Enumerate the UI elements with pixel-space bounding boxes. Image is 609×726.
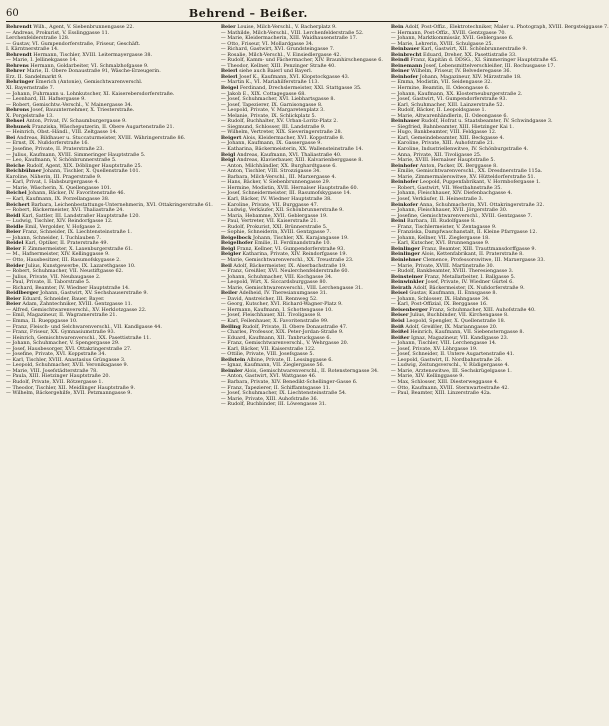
entry-text: Johann, Bäcker, IV. Favoritenstraße 46. <box>28 190 126 197</box>
entry-surname: Behunek <box>6 123 31 130</box>
entry-surname: Beigelbock <box>220 234 252 241</box>
entry-text: — Gustav, VI. Gumpendorferstraße, Friseur, Geschäft. <box>6 40 141 47</box>
entry-text: Josef, Private, IV. Wiedner Gürtel 6. <box>425 279 514 286</box>
entry-surname: Beinhofer <box>390 179 419 186</box>
entry-text: Adam, Zahntechniker, XVIII. Gentzgasse 11. <box>22 301 133 308</box>
entry-text: — Johann, Fleischhauer, XVII. Jörgerstraße 30. <box>390 207 508 214</box>
entry-text: — Rosalie, Milch-Verschl., V. Einsiedlergasse 42. <box>220 51 342 58</box>
entry-text: Julius, Buchbinder, VII. Kirchengasse 8. <box>410 312 509 319</box>
entry-text: — Karoline, Private, VII. Burggasse 47. <box>220 201 319 208</box>
entry-text: — Leopold, Wirt, X. Siccardsburggasse 80. <box>220 279 328 286</box>
entry-text: Andreas, Klavierbauer, XIII. Kalvarienberggasse 8. <box>236 157 363 164</box>
entry-text: — Maria, Hebamme, XVII. Geblergasse 19. <box>220 212 328 219</box>
entry-text: Andreas, Bildhauer u. Stuccaturmeister, XVIII. Währingerstraße 86. <box>16 134 186 141</box>
page-number: 60 <box>6 7 19 19</box>
entry-surname: Beinlinger <box>390 251 420 258</box>
entry-text: — Rudolf, Kamm- und Fächermacher, XIV. Braunhirschengasse 6. <box>220 57 383 64</box>
entry-text: Franz, Kapitän d. DDSG., XI. Simmeringer Hauptstraße 45. <box>410 57 558 64</box>
entry-surname: Beinl <box>390 218 406 225</box>
entry-text: — Ottilie, Private, VIII. Josefsgasse 5. <box>220 351 315 358</box>
entry-text: — Otto, Kaufmann, XVIII. Sternwartestraße 42. <box>390 384 509 391</box>
entry-text: — Karl, Bäcker, VII. Kaiserstraße 122. <box>220 345 316 352</box>
entry-surname: Beiling <box>220 323 241 330</box>
entry-text: Karl, Sattler, III. Landstraßer Hauptstraße 120. <box>21 212 140 219</box>
entry-text: Franz, Metallarbeiter, I. Ballgasse 5. <box>424 273 516 280</box>
entry-text: — Andreas, Prokurist, V. Esslinggasse 11. <box>6 29 110 36</box>
entry-text: — Johann, Schlosser, IX. Hahngasse 34. <box>390 295 490 302</box>
entry-text: Adolf, Bäckermeister, IX. Nußdorferstraße 9. <box>413 284 525 291</box>
entry-text: Louise, Milch-Verschl., V. Bacherplatz 9. <box>237 24 337 30</box>
entry-text: Johann, Gastwirt, XV. Sechshauserstraße 9. <box>40 290 148 297</box>
entry-text: — Johann, Tischler, VIII. Lerchengasse 14. <box>390 340 497 347</box>
entry-text: — Franziska, Dampfwaschanstalt, II. Kleine Pfarrgasse 12. <box>390 229 538 236</box>
entry-text: — Rudolf, Buchbinder, III. Löwengasse 31. <box>220 401 327 408</box>
entry-text: — Martin K., VI. Mariahilferstraße 113. <box>220 79 320 86</box>
entry-text: — Charles, Professor, XIX. Peter-Jordan-Straße 9. <box>220 329 344 336</box>
entry-text: — Franz, Greißler, XVI. Neulerchenfelderstraße 60. <box>220 268 350 275</box>
entry-text: Heinrich, Kaufmann, VII. Siebensterngasse 8. <box>410 329 525 336</box>
page-header <box>6 5 498 21</box>
entry-text: — M., Hafnermeister, XIV. Kellinggasse 9. <box>6 251 110 258</box>
entry-text: — Josefine, Private, II. Praterstraße 23. <box>6 146 104 153</box>
entry-text: Anton, Packer, IX. Berggasse 8. <box>419 162 498 169</box>
entry-text: — Julius, Kaufmann, XVIII. Simmeringer Hauptstraße 5. <box>6 151 146 158</box>
entry-surname: Behrer <box>6 68 26 75</box>
entry-text: — Marie, Private, XIII. Auhofstraße 36. <box>220 395 319 402</box>
entry-text: Wilhelm, Friseur, IV. Belvederegasse 36. <box>410 68 512 75</box>
entry-text: — Wilhelm, Vertreter, XIX. Sieveringerstraße 28. <box>220 129 343 136</box>
entry-text: — Franz, Tischlermeister, V. Zentagasse 9. <box>390 223 497 230</box>
entry-surname: Beier <box>6 245 21 252</box>
entry-text: Adolf, Post-Offiz., Elektrotechniker, Maler u. Photograph, XVIII. Bergsteiggasse 7. <box>405 24 609 30</box>
entry-text: Karl, Gastwirt, XII. Schönbrunnerstraße 9. <box>420 46 528 53</box>
entry-surname: Beier <box>6 295 21 302</box>
entry-text: — Hermann, Post-Offiz., XVIII. Gentzgasse 70. <box>390 29 506 36</box>
entry-text: — Karl, Post-Offizial, IX. Berggasse 16. <box>390 301 488 308</box>
entry-text: Leopold, Spengler, X. Quellenstraße 18. <box>406 317 506 324</box>
entry-text: Rudolf, Agent, XIX. Döblinger Hauptstraße 25. <box>26 162 143 169</box>
entry-text: Josef K., Kaufmann, XVI. Klopstockgasse 43. <box>239 73 350 80</box>
entry-text: Franz, Kellner, VI. Gumpendorferstraße 93. <box>236 245 345 252</box>
entry-text: — Robert, Schuhmacher, VII. Neustiftgasse 62. <box>6 268 124 275</box>
entry-text: — Hermine, Beamtin, II. Odeongasse 6. <box>390 85 490 92</box>
entry-text: Alois, Gemischtwarenverschl., II. Rotensterngasse 34. <box>244 367 379 374</box>
entry-surname: Beisel <box>390 290 408 297</box>
entry-text: Adelheid, IV. Theresianumgasse 31. <box>239 290 328 297</box>
entry-text: — Emil, Magazineur, II. Wagramerstraße 21. <box>6 312 118 319</box>
entry-text: — Heinrich, Obst.-Händl., VIII. Zeltgasse 14. <box>6 129 118 136</box>
entry-text: — Josefine, Gemischtwarenverschl., XVIII. Gentzgasse 7. <box>390 212 533 219</box>
entry-text: — Anton, Milchhändler, XX. Burghardtgasse 6. <box>220 162 337 169</box>
entry-text: — Karl, Privat, I. Habsburgergasse 4. <box>6 179 99 186</box>
entry-text: Julius, Kunstgewerbe, IX. Lazarethgasse 10. <box>25 262 136 269</box>
entry-text: — Richard, Beamter, IV. Wiedner Hauptstraße 14. <box>6 284 130 291</box>
entry-text: — Marie, I. Jellinekgasse 14. <box>6 57 78 64</box>
entry-text: Anton, Privat, IV. Schaumburgergasse 9. <box>26 118 127 125</box>
entry-text: — Ignaz, Kaufmann, VII. Zieglergasse 56. <box>220 362 325 369</box>
entry-text: — Josef, Schuhmacher, IX. Liechtensteinstraße 54. <box>220 390 347 397</box>
entry-text: — Alfred, Gemischtwarenverschl., XV. Herklotzgasse 22. <box>6 306 147 313</box>
entry-text: — Johann, Schuhmacher, VIII. Kochgasse 34. <box>220 273 333 280</box>
entry-text: — Rudolf, Prokurist, XXI. Brünnerstraße 5. <box>220 223 328 230</box>
entry-text: — Josef, Schneidermeister, III. Rasumofskygasse 14. <box>220 190 352 197</box>
entry-surname: Behrendt <box>6 24 32 30</box>
entry-text: — Josef, Private, XV. Löhrgasse 19. <box>390 345 478 352</box>
entry-text: — Karoline, Private, XIII. Auhofstraße 21. <box>390 140 495 147</box>
entry-text: — Johann, Fleischhauer, XIV. Diefenbachgasse 4. <box>390 190 513 197</box>
entry-text: — Paul, Beamter, XIII. Linzerstraße 42a. <box>390 390 492 397</box>
entry-surname: Behrons <box>6 107 29 114</box>
entry-text: Ferdinand, Drechslermeister, XXI. Stattgasse 35. <box>239 85 362 92</box>
directory-entry <box>221 402 383 408</box>
entry-text: Albine, Private, II. Lessinggasse 6. <box>246 356 333 363</box>
entry-surname: Beirath <box>390 284 412 291</box>
entry-text: Karl, Optiker, II. Praterstraße 49. <box>25 240 109 247</box>
entry-text: Emerich (Antonie), Gemischtwarenverschl. <box>35 79 143 86</box>
entry-surname: Beinhofer <box>390 73 419 80</box>
entry-text: — Josef, Gastwirt, VI. Gumpendorferstraße 93. <box>390 96 508 103</box>
entry-text: — Marie, Lehrerin, XVIII. Schulgasse 25. <box>390 40 494 47</box>
entry-text: — Ludwig, Verkäufer, XII. Schönbrunnerstraße 9. <box>220 207 344 214</box>
entry-text: — Johann, Schuhmacher, V. Spengergasse 29. <box>6 340 120 347</box>
directory-entry <box>391 391 609 397</box>
entry-text: — Johann, Kellner, VII. Zieglergasse 18. <box>390 234 490 241</box>
entry-text: — Josef, Fleischhauer, XII. Tivoligasse 8. <box>220 312 322 319</box>
entry-text: Eduard, Dreher, XX. Pasettistraße 33. <box>423 51 517 58</box>
entry-surname: Beindl <box>390 57 409 64</box>
entry-text: Karoline, Näherin, III. Pragerstraße 9. <box>6 173 102 180</box>
entry-text: — Karl, Schuhmacher, XIII. Lainzerstraße 52. <box>390 101 505 108</box>
entry-text: Clemence, Professorswitwe, III. Marxergasse 33. <box>422 256 545 263</box>
entry-text: — Richard, Gastwirt, XVI. Grundsteingasse 7. <box>220 46 335 53</box>
entry-text: — Johann, Kaufmann, XX. Klosterneuburgerstraße 2. <box>390 90 523 97</box>
entry-text: Franz, Beamter, XIII. Trauttmansdorffgasse 9. <box>421 245 537 252</box>
directory-column-3 <box>391 25 609 720</box>
entry-text: Wilh., Agent, V. Siebenbrunnengasse 22. <box>33 24 134 30</box>
entry-text: — Josefine, Private, XVI. Koppstraße 34. <box>6 351 107 358</box>
entry-text: Alois, Kleidermacher, XVI. Koppstraße 8. <box>242 134 345 141</box>
entry-surname: Beiner <box>390 68 410 75</box>
entry-text: Josef, Lebensmittelverschleißer, III. Rochusgasse 17. <box>423 62 556 69</box>
entry-text: Leopold, Puppenfabrikant, V. Hormbofergasse 1. <box>419 179 541 186</box>
entry-text: Andreas, Kaufmann, XVI. Thaliastraße 40. <box>236 151 342 158</box>
entry-text: — Marie, Wäscherin, X. Quellengasse 101. <box>6 184 112 191</box>
entry-surname: Beichbühner <box>6 168 42 175</box>
entry-text: — Johann, Marktkommissär, XVII. Geblergasse 6. <box>390 35 514 42</box>
entry-surname: Beilstein <box>220 356 246 363</box>
entry-surname: Beinhofer <box>390 162 419 169</box>
entry-text: — Johann, Fuhrmann u. Lohnkutscher, XI. Kaiserebersdorferstraße. <box>6 90 175 97</box>
entry-text: — Jakob E., XIX. Cottagegasse 68. <box>220 90 306 97</box>
entry-surname: Beier <box>6 301 21 308</box>
entry-surname: Beimler <box>220 367 243 374</box>
entry-surname: Beinsteiner <box>390 273 423 280</box>
entry-surname: Beigl <box>220 151 236 158</box>
entry-text: I. Kärntnerstraße 14. <box>6 46 59 53</box>
entry-surname: Beinbauer <box>390 46 420 53</box>
entry-surname: Bei <box>6 134 16 141</box>
entry-text: — Katharina, Bäckermeisterin, XX. Wallensteinstraße 14. <box>220 146 364 153</box>
entry-text: — Robert, Gemischtw.-Verschl., V. Mainergasse 34. <box>6 101 133 108</box>
running-title: Behrend – Beißer. <box>188 6 308 20</box>
entry-surname: Beigl <box>220 157 236 164</box>
entry-text: — Marie, XVIII. Hernalser Hauptstraße 5. <box>390 157 496 164</box>
entry-surname: Beidel <box>6 240 24 247</box>
entry-text: — Leo, Kaufmann, V. Schönbrunnerstraße 5. <box>6 157 117 164</box>
entry-surname: Beiser <box>390 312 409 319</box>
entry-text: Marie, II. Obere Donaustraße 91, Wäsche-Erzeugerin. <box>26 68 161 75</box>
entry-text: Barbara, III. Rudolfgasse 8. <box>407 218 476 225</box>
entry-text: — Rudolf, Private, XVII. Rötzergasse 1. <box>6 379 104 385</box>
entry-surname: Behsel <box>6 118 25 125</box>
entry-text: XI. Bayernstraße 7. <box>6 85 55 92</box>
entry-surname: Beisl <box>390 317 405 324</box>
entry-text: — Anton, Gastwirt, XVI. Wattgasse 46. <box>220 373 317 380</box>
entry-surname: Beierl <box>220 73 238 80</box>
entry-text: — Karoline, Industriellenwitwe, IV. Schönburgstraße 4. <box>390 146 529 153</box>
entry-text: — Anton, Tischler, VIII. Strozzigasse 34. <box>220 168 321 175</box>
entry-text: — Franz, Friseur, XX. Gymnasiumstraße 93. <box>6 329 116 336</box>
entry-surname: Beigler <box>220 251 241 258</box>
entry-surname: Beider <box>6 262 25 269</box>
entry-surname: Beil <box>220 262 232 269</box>
entry-text: — Paul, Private, II. Taborstraße 5. <box>6 279 91 286</box>
entry-surname: Beinhauer <box>390 118 420 125</box>
entry-text: — Mathilde, Milch-Verschl., VIII. Lerchenfelderstraße 52. <box>220 29 364 36</box>
entry-text: — Leonhard, III. Hafnergasse 9. <box>6 96 86 103</box>
entry-text: — Leopold, Gastwirt, II. Nordbahnstraße 26. <box>390 356 503 363</box>
entry-text: — Paula, XIII. Hietzinger Hauptstraße 20. <box>6 373 111 380</box>
entry-surname: Beiche <box>6 162 25 169</box>
entry-text: — Josef, Hausbesorger, XVI. Ottakringerstraße 27. <box>6 345 132 352</box>
entry-surname: Beiß <box>390 323 404 330</box>
entry-surname: Beier <box>220 24 236 30</box>
entry-text: — Karl, Tischler, XVIII. Anastasius Grüngasse 3. <box>6 356 126 363</box>
entry-text: Adolf, Greißler, IX. Marianngasse 20. <box>405 323 498 330</box>
entry-text: Emilie, II. Ferdinandstraße 10. <box>254 240 332 247</box>
entry-surname: Beigl <box>220 245 236 252</box>
entry-text: Johann, Tischler, XX. Karajangasse 19. <box>252 234 349 241</box>
entry-surname: Beidle <box>6 223 24 230</box>
entry-text: — Barbara, Milch-Verschl., III. Marxergasse 4. <box>220 173 337 180</box>
entry-text: Eduard, Schneider, Bauer, Bayer. <box>22 295 105 302</box>
entry-text: — Franz, Fleisch- und Selchwarenverschl., VII. Kandlgasse 44. <box>6 323 162 330</box>
entry-text: Rudolf, Private, II. Obere Donaustraße 47. <box>242 323 348 330</box>
entry-text: — Wilhelm, Bäckergehilfe, XVII. Petzmanngasse 9. <box>6 390 132 397</box>
entry-surname: Beierl <box>220 68 238 75</box>
entry-text: — Marie, Zimmermalerswitwe, XV. Hütteldorferstraße 51. <box>390 173 536 180</box>
entry-text: — Siegmund, Schlosser, III. Landstraße 9. <box>220 123 326 130</box>
entry-text: — Hermine, Modistin, XVII. Hernalser Hauptstraße 60. <box>220 184 359 191</box>
entry-text: Rudolf, Hofrat u. Staatsbeamter, IV. Schwindgasse 3. <box>421 118 553 125</box>
entry-text: — David, Anstreicher, III. Rennweg 52. <box>220 295 318 302</box>
entry-text: Johann, Tischler, X. Quellenstraße 101. <box>42 168 141 175</box>
entry-text: F. Zimmermeister, X. Laxenburgerstraße 61. <box>22 245 133 252</box>
entry-text: — Karl, Feilenhauer, X. Favoritenstraße 99. <box>220 317 329 324</box>
entry-text: — Marie, Arztenswitwe, III. Sechskrügelgasse 1. <box>390 367 512 374</box>
entry-text: Emil, Vergolder, V. Hofgasse 2. <box>25 223 102 230</box>
entry-text: Hermann, Goldarbeiter, VI. Schmalzhofgasse 9. <box>30 62 149 69</box>
entry-text: Katharina, Private, XIV. Reindorfgasse 19. <box>242 251 348 258</box>
entry-text: — Max, Schlosser, XIII. Diesterweggasse 4. <box>390 379 499 385</box>
entry-text: — Siegfried, Bahnbeamter, XIII. Hietzinger Kai 1. <box>390 123 514 130</box>
entry-text: — Johann, Schneider, I. Tuchlauben 7. <box>6 234 101 241</box>
entry-surname: Beinlehner <box>390 256 422 263</box>
entry-text: — Rudolf, Buchhalter, XV. Urban-Loritz-Platz 2. <box>220 118 338 125</box>
directory-column-2 <box>221 25 383 720</box>
entry-text: — Hermann, Kaufmann, I. Schottengasse 10. <box>220 306 333 313</box>
entry-surname: Beichel <box>6 190 27 197</box>
entry-text: Adolf, Bäckermeister, IX. Alserbachstraße 19. <box>233 262 347 269</box>
entry-text: Lerchenfelderstraße 128. <box>6 35 70 42</box>
entry-text: Josef, Bauunternehmer, X. Triesterstraße. <box>30 107 135 114</box>
entry-surname: Beisenberger <box>390 306 428 313</box>
entry-surname: Beigert <box>220 134 242 141</box>
entry-text: Gustav, Kaufmann, II. Ennsgasse 8. <box>409 290 498 297</box>
entry-surname: Beiler <box>220 290 238 297</box>
entry-text: — Julius, Private, VII. Neubaugasse 2. <box>6 273 101 280</box>
entry-text: — Barbara, Private, XIV. Benedikt-Schellinger-Gasse 6. <box>220 379 358 385</box>
entry-surname: Beigel <box>220 85 239 92</box>
entry-surname: Behrens <box>6 62 29 69</box>
entry-text: Franziska, Wäscheputzerin, II. Obere Augartenstraße 21. <box>31 123 175 130</box>
entry-text: — Ernst, IX. Nußdorferstraße 16. <box>6 140 89 147</box>
entry-text: Hermann, Tischler, XVIII. Leitermayergasse 38. <box>33 51 153 58</box>
entry-text: — Emma, Modistin, VII. Seidengasse 32. <box>390 79 492 86</box>
entry-text: Erz. II. Sandelmarkt 9. <box>6 73 63 80</box>
entry-text: — Ludwig, Tischler, XIV. Reindorfgasse 12. <box>6 218 113 225</box>
entry-text: — Robert, Bäckermeister, XVI. Thaliastraße 24. <box>6 207 124 214</box>
entry-text: — Eduard, Kaufmann, XII. Tanbruckgasse 6. <box>220 334 332 341</box>
entry-text: — Theodor, Tischler, XII. Meidlinger Hauptstraße 9. <box>6 384 136 391</box>
entry-text: — Melanie, Private, IX. Schlickplatz 5. <box>220 112 317 119</box>
entry-surname: Beinwinkler <box>390 279 425 286</box>
entry-text: — Sophie, Schneiderin, XVIII. Gentzgasse 7. <box>220 229 332 236</box>
directory-columns <box>6 24 609 720</box>
entry-text: — Marie, VIII. Josefstädterstraße 78. <box>6 367 98 374</box>
entry-text: — Franz, Gemischtwarenverschl., V. Wehrgasse 20. <box>220 340 349 347</box>
entry-text: — Theodor, Kellner, XIII. Penzinger Straße 40. <box>220 62 336 69</box>
entry-text: — Leopold, Schuhmacher, XVII. Veronikagasse 9. <box>6 362 129 369</box>
entry-text: — Rudolf, Bäcker, II. Leopoldsgasse 1. <box>390 107 487 114</box>
entry-text: — Karl, Kutscher, XVI. Brunnengasse 9. <box>390 240 490 247</box>
entry-text: siehe auch Baierl und Bayerl. <box>239 68 313 75</box>
entry-surname: Beinbrecht <box>390 51 422 58</box>
entry-text: — Johann, Kaufmann, IX. Gassergasse 9. <box>220 140 322 147</box>
entry-surname: Beißel <box>390 329 409 336</box>
directory-column-1 <box>6 25 213 720</box>
entry-surname: Beißer <box>390 334 410 341</box>
entry-text: — Hugo, Bankbeamter, VIII. Feldgasse 12. <box>390 129 497 136</box>
entry-text: Barbara, Leichenbestattungs-Unternehmerin, XVI. Ottakringerstraße 61. <box>31 201 213 208</box>
entry-text: — Emma, II. Rueppgasse 10. <box>6 317 78 324</box>
entry-text: — Rudolf, Bankbeamter, XVIII. Theresiengasse 3. <box>390 268 514 275</box>
entry-text: Johann, Magazineur, XIV. Märzstraße 18. <box>419 73 522 80</box>
entry-text: — Josef, Verkäufer, II. Heinestraße 3. <box>390 195 484 202</box>
entry-text: — Marie, Altwarenhändlerin, II. Odeongasse 6. <box>390 112 508 119</box>
entry-text: — Karl, Kaufmann, IX. Porzellangasse 38. <box>6 195 110 202</box>
entry-text: — Marie, Kleidermacherin, XIII. Waidhausenstraße 17. <box>220 35 358 42</box>
entry-text: — Karl, Bäcker, IV. Wiedner Hauptstraße 38. <box>220 195 332 202</box>
entry-text: — Georg, Kutscher, XVI. Richard-Wagner-Platz 9. <box>220 301 343 308</box>
entry-text: — Marie, Gemischtwarenverschl., XX. Treustraße 23. <box>220 256 354 263</box>
entry-surname: Beidlberger <box>6 290 39 297</box>
directory-entry <box>6 391 213 397</box>
entry-text: — Heinrich, Gemischtwarenverschl., XX. Pasettistraße 11. <box>6 334 151 341</box>
entry-surname: Behrendt <box>6 51 32 58</box>
entry-surname: Behringer <box>6 79 34 86</box>
entry-text: Alois, Kettenfabrikant, II. Praterstraße 8. <box>421 251 524 258</box>
entry-surname: Beinemann <box>390 62 423 69</box>
entry-surname: Beinkofer <box>390 201 419 208</box>
entry-text: — Hans, Bäcker, V. Siebenbrunnengasse 29. <box>220 179 331 186</box>
entry-text: — Emilie, Gemischtwarenverschl., XX. Dresdnerstraße 115a. <box>390 168 543 175</box>
entry-text: — Josef, Schuhmacher, XVI. Liebhartsgasse 8. <box>220 96 336 103</box>
entry-text: — Franz, Tapezierer, II. Schiffamtsgasse 11. <box>220 384 331 391</box>
entry-text: Anna, Schuhmacherin, XVI. Ottakringerstraße 32. <box>419 201 544 208</box>
entry-text: — Otto, Friseur, VI. Mollardgasse 34. <box>220 40 314 47</box>
entry-text: — Otto, Hausbesitzer, III. Rasumofskygasse 2. <box>6 256 121 263</box>
entry-text: Franz, Schuhmacher, XIII. Auhofstraße 40. <box>429 306 536 313</box>
entry-text: — Josef, Schneider, II. Untere Augartenstraße 41. <box>390 351 515 358</box>
entry-surname: Beinlinger <box>390 245 420 252</box>
entry-surname: Beier <box>6 229 21 236</box>
entry-text: — Marie, XIV. Kellinggasse 9. <box>390 373 464 380</box>
entry-text: X. Porgelstraße 13. <box>6 112 54 119</box>
entry-text: Franz, Schneider, IX. Liechtensteinstraße 1. <box>22 229 132 236</box>
entry-text: — Marie, Gemischtwarenverschl., VIII. Lerchengasse 31. <box>220 284 363 291</box>
entry-text: — Robert, Gastwirt, VII. Westbahnstraße 35. <box>390 184 502 191</box>
entry-text: — Josef, Tapezierer, IX. Garnisongasse 8. <box>220 101 323 108</box>
entry-surname: Bein <box>390 24 404 30</box>
entry-text: — Anna, Private, XII. Tivoligasse 25. <box>390 151 482 158</box>
entry-text: — Ludwig, Zeitungsverschl., V. Rüdigergasse 4. <box>390 362 510 369</box>
entry-surname: Beichert <box>6 201 30 208</box>
entry-text: Ignaz, Magazineur, VII. Kandlgasse 23. <box>411 334 509 341</box>
entry-text: — Paul, Vertreter, VII. Kaiserstraße 21. <box>220 218 318 225</box>
entry-surname: Beigelhofer <box>220 240 253 247</box>
entry-surname: Beidl <box>6 212 21 219</box>
entry-text: — Leopold, Private, V. Margaretenplatz 3. <box>220 107 325 114</box>
header-rule <box>6 21 498 22</box>
entry-text: — Marie, Private, XVIII. Martinstraße 30. <box>390 262 495 269</box>
entry-text: — Karl, Gemeindebeamter, XIII. Beckgasse 4. <box>390 134 505 141</box>
